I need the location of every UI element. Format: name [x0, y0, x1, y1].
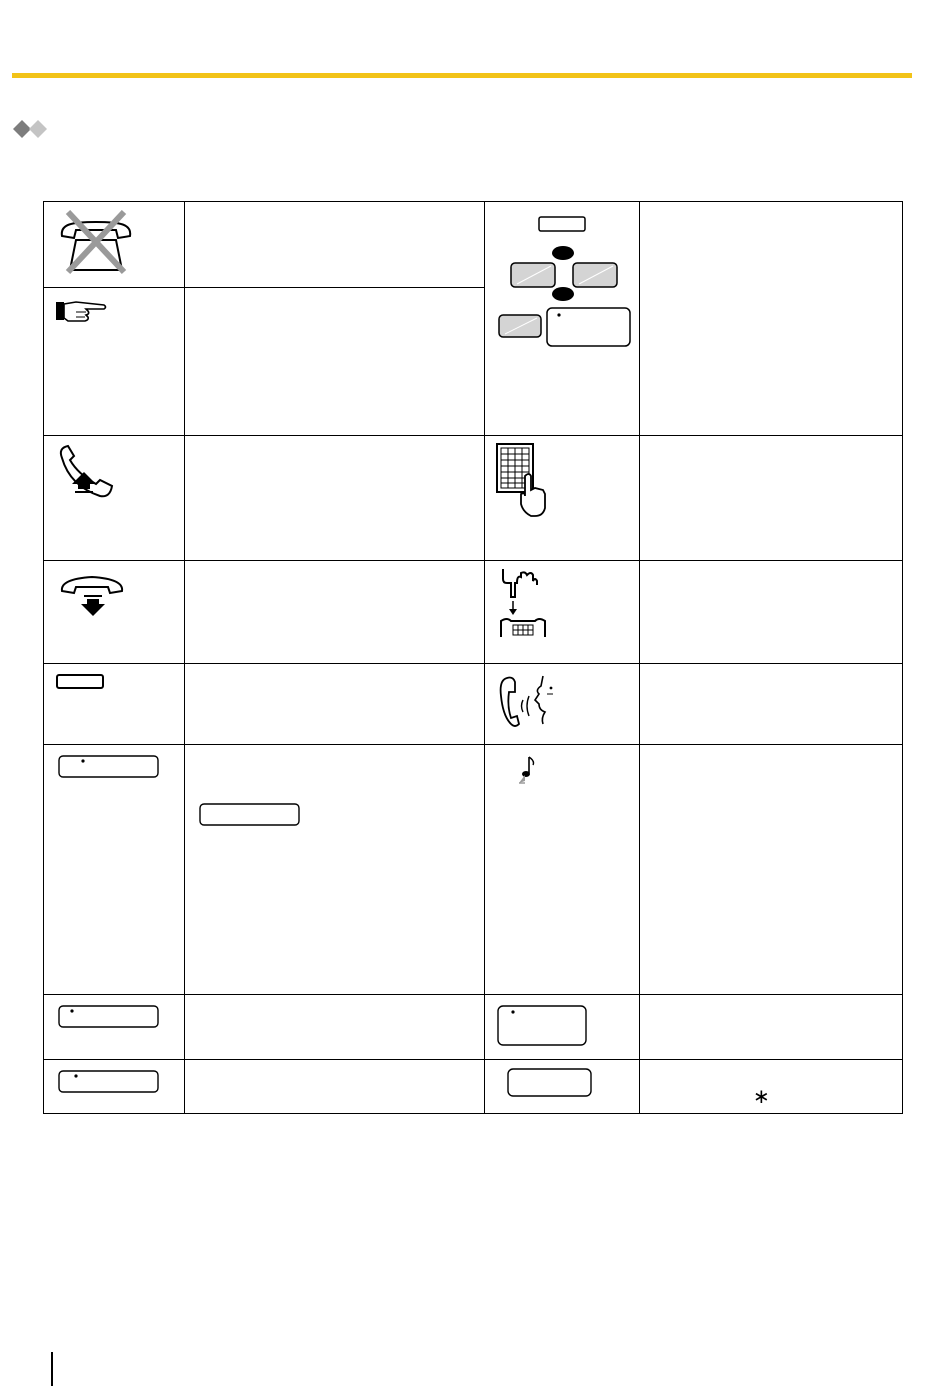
description-cell — [640, 561, 903, 664]
table-row — [44, 436, 903, 561]
icon-cell — [485, 202, 640, 436]
fixed-button-icon — [56, 674, 106, 690]
flexible-button-icon — [58, 1070, 160, 1094]
icon-cell — [485, 664, 640, 745]
table-row — [44, 202, 903, 288]
description-cell — [640, 436, 903, 561]
description-cell — [185, 202, 485, 288]
section-diamonds-icon — [12, 119, 52, 139]
description-cell — [640, 202, 903, 436]
table-row — [44, 1060, 903, 1114]
description-cell — [185, 436, 485, 561]
table-row — [44, 995, 903, 1060]
press-hook-switch-icon — [495, 567, 549, 639]
icon-cell — [485, 561, 640, 664]
talk-icon — [495, 672, 561, 732]
table-row — [44, 745, 903, 995]
icon-cell — [485, 436, 640, 561]
description-cell — [640, 664, 903, 745]
navigator-keys-icon — [497, 214, 633, 350]
description-cell — [640, 745, 903, 995]
flexible-button-icon — [58, 755, 160, 779]
description-cell — [640, 995, 903, 1060]
icon-cell — [44, 1060, 185, 1114]
handset-off-hook-prohibited-icon — [56, 210, 140, 276]
description-cell — [185, 1060, 485, 1114]
soft-button-icon — [497, 1005, 589, 1047]
handset-lift-icon — [56, 444, 122, 500]
icon-cell — [44, 561, 185, 664]
icon-legend-table — [43, 201, 903, 1114]
asterisk-symbol: ∗ — [753, 1084, 770, 1108]
icon-cell — [485, 745, 640, 995]
pointing-hand-icon — [54, 298, 110, 326]
icon-cell — [485, 1060, 640, 1114]
icon-cell — [44, 436, 185, 561]
table-row — [44, 664, 903, 745]
page-edge-marker — [51, 1352, 53, 1386]
icon-cell — [44, 202, 185, 288]
top-color-rule — [12, 73, 912, 78]
description-cell — [185, 288, 485, 436]
icon-cell — [44, 288, 185, 436]
description-cell — [185, 664, 485, 745]
description-cell — [640, 1060, 903, 1114]
icon-cell — [485, 995, 640, 1060]
dial-keypad-icon — [495, 442, 555, 518]
description-cell — [185, 995, 485, 1060]
description-cell — [185, 745, 485, 995]
icon-cell — [44, 745, 185, 995]
tone-icon — [517, 755, 541, 787]
store-button-icon — [507, 1068, 593, 1098]
description-cell — [185, 561, 485, 664]
flexible-button-icon — [58, 1005, 160, 1029]
icon-cell — [44, 664, 185, 745]
handset-hang-up-icon — [58, 573, 128, 617]
table-row — [44, 561, 903, 664]
flexible-button-icon — [199, 803, 301, 827]
icon-cell — [44, 995, 185, 1060]
